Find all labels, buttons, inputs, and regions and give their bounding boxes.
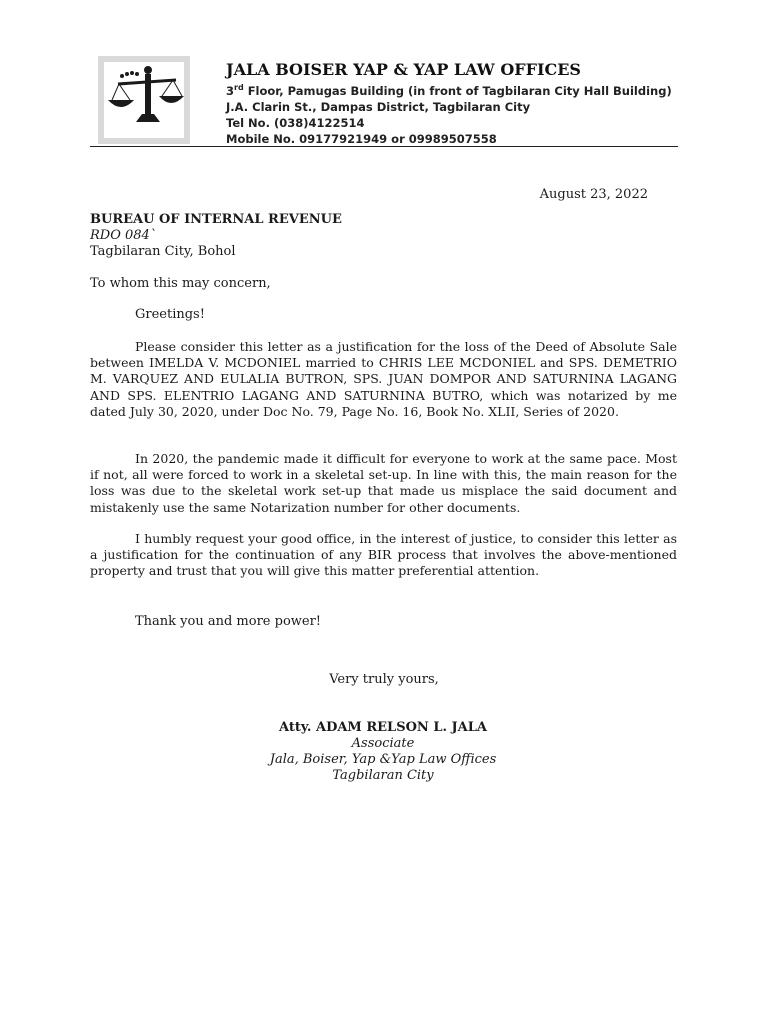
body-paragraph-1: Please consider this letter as a justification for the loss of the Deed of Absolute Sale between IMELDA V. MCDONIEL married to CHRIS LEE MCDONIEL and SPS. DEMETRIO M. VARQUEZ AND EULALIA BUTRON, SPS. JUAN DOMPOR AND SATURNINA LAGANG AND SPS. ELENTRIO LAGANG AND SATURNINA BUTRO, which was notarized by me dated July 30, 2020, under Doc No. 79, Page No. 16, Book No. XLII, Series of 2020. [90, 339, 677, 419]
recipient-city: Tagbilaran City, Bohol [90, 244, 236, 259]
salutation: To whom this may concern, [90, 276, 271, 291]
floor-number: 3 [226, 83, 235, 98]
letterhead [226, 60, 672, 147]
letter-date: August 23, 2022 [539, 187, 648, 202]
mobile: Mobile No. 09177921949 or 09989507558 [226, 131, 497, 146]
signature-block [233, 720, 533, 784]
body-paragraph-3: I humbly request your good office, in the interest of justice, to consider this letter as a justification for the continuation of any BIR process that involves the above-mentioned property and trust that you will give this matter preferential attention. [90, 531, 677, 579]
recipient-block [90, 212, 342, 260]
signatory-title: Associate [351, 736, 415, 751]
firm-name: JALA BOISER YAP & YAP LAW OFFICES [226, 60, 581, 79]
signatory-city: Tagbilaran City [332, 768, 434, 783]
signatory-firm: Jala, Boiser, Yap &Yap Law Offices [269, 752, 497, 767]
firm-logo [98, 56, 190, 144]
floor-suffix: rd [234, 83, 244, 92]
recipient-org: BUREAU OF INTERNAL REVENUE [90, 212, 342, 227]
address-line-2: J.A. Clarin St., Dampas District, Tagbilaran City [226, 99, 531, 114]
closing: Very truly yours, [329, 672, 439, 687]
thanks-line: Thank you and more power! [135, 614, 322, 629]
recipient-rdo: RDO 084` [90, 228, 157, 243]
body-paragraph-2: In 2020, the pandemic made it difficult for everyone to work at the same pace. Most if not, all were forced to work in a skeletal set-up. In line with this, the main reason for the loss was due to the skeletal work set-up that made us misplace the said document and mistakenly use the same Notarization number for other documents. [90, 451, 677, 515]
telephone: Tel No. (038)4122514 [226, 115, 365, 130]
letterhead-divider [90, 146, 678, 147]
address-line-1 [226, 80, 672, 99]
greeting: Greetings! [135, 307, 205, 322]
signatory-name: Atty. ADAM RELSON L. JALA [279, 720, 487, 735]
address-line-1-rest: Floor, Pamugas Building (in front of Tagbilaran City Hall Building) [243, 83, 672, 98]
scales-of-justice-icon [104, 62, 184, 138]
